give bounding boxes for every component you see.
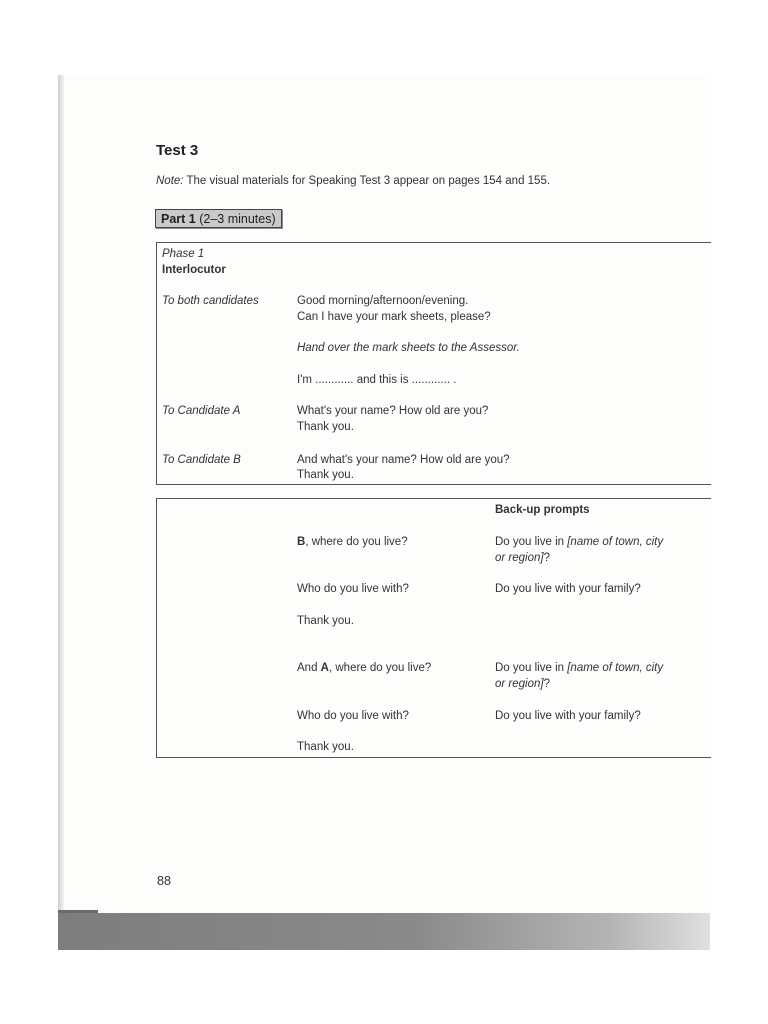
page-bottom-shadow — [58, 913, 710, 950]
phase-box — [156, 242, 711, 485]
question-1 — [297, 534, 408, 550]
question-3-prefix: And — [297, 662, 321, 674]
thanks-1: Thank you. — [297, 615, 354, 627]
question-3-text: , where do you live? — [328, 662, 432, 674]
instruction-line: Hand over the mark sheets to the Assessor. — [297, 342, 520, 354]
page-gutter-shadow — [58, 75, 64, 915]
role-label: Interlocutor — [162, 264, 226, 276]
prompt-1-suffix: ? — [543, 552, 550, 564]
question-2: Who do you live with? — [297, 583, 409, 595]
part-label: Part 1 — [161, 212, 196, 226]
prompt-1-line1 — [495, 534, 663, 550]
prompt-1-italic: [name of town, city — [567, 536, 664, 548]
addressee-b: To Candidate B — [162, 454, 241, 466]
backup-header: Back-up prompts — [495, 504, 590, 516]
question-3-name: A — [320, 662, 329, 674]
prompt-4: Do you live with your family? — [495, 710, 641, 722]
prompt-1-line2 — [495, 550, 550, 566]
test-title: Test 3 — [156, 142, 199, 159]
question-4: Who do you live with? — [297, 710, 409, 722]
page-number: 88 — [157, 874, 171, 888]
addressee-a: To Candidate A — [162, 405, 241, 417]
part-badge — [155, 209, 282, 228]
book-page — [60, 75, 710, 915]
note-label: Note: — [156, 175, 184, 187]
question-3 — [297, 660, 431, 676]
prompt-1-prefix: Do you live in — [495, 536, 568, 548]
prompt-2: Do you live with your family? — [495, 583, 641, 595]
thanks-2: Thank you. — [297, 741, 354, 753]
thanks-a: Thank you. — [297, 421, 354, 433]
part-duration: (2–3 minutes) — [195, 212, 276, 226]
addressee-both: To both candidates — [162, 295, 259, 307]
thanks-b: Thank you. — [297, 469, 354, 481]
prompt-3-italic-2: or region] — [495, 678, 544, 690]
question-a: What's your name? How old are you? — [297, 405, 489, 417]
phase-label: Phase 1 — [162, 248, 205, 260]
prompt-3-line2 — [495, 676, 550, 692]
prompt-3-suffix: ? — [543, 678, 550, 690]
question-1-text: , where do you live? — [305, 536, 408, 548]
mark-sheets-line: Can I have your mark sheets, please? — [297, 311, 491, 323]
note — [156, 175, 550, 187]
prompt-3-prefix: Do you live in — [495, 662, 568, 674]
prompt-3-line1 — [495, 660, 663, 676]
intro-line: I'm ............ and this is ............ . — [297, 374, 457, 386]
greeting-line: Good morning/afternoon/evening. — [297, 295, 469, 307]
prompt-1-italic-2: or region] — [495, 552, 544, 564]
prompt-3-italic: [name of town, city — [567, 662, 664, 674]
note-text: The visual materials for Speaking Test 3 appear on pages 154 and 155. — [183, 175, 551, 187]
question-b: And what's your name? How old are you? — [297, 454, 510, 466]
question-1-name: B — [297, 536, 306, 548]
